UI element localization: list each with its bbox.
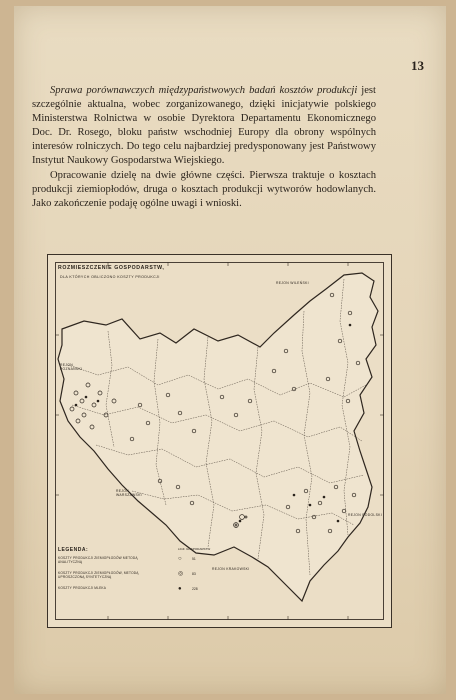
paragraph-2: Opracowanie dzielę na dwie główne części. Pierwsza traktuje o kosztach produkcji ziemiopłodów, druga o kosztach produkcji wytworów hodowlanych. Jako zakończenie podaję ogólne uwagi i wnioski.	[32, 170, 376, 209]
legend-scale-label: LICZ. GOSPODARSTW	[178, 547, 211, 551]
map-subtitle: DLA KTÓRYCH OBLICZONO KOSZTY PRODUKCJI	[60, 275, 160, 279]
region-label-krakowski: REJON KRAKOWSKI	[212, 567, 250, 571]
map-legend	[58, 547, 238, 601]
legend-count: 83	[192, 572, 196, 576]
legend-label: KOSZTY PRODUKCJI ZIEMIOPŁODÓW METODĄ ANALITYCZNĄ	[58, 556, 138, 564]
legend-filled-dot-icon: ●	[178, 586, 182, 592]
legend-double-circle-icon: ◎	[178, 571, 184, 577]
region-label-poznanski: REJON POZNAŃSKI	[60, 363, 83, 371]
region-label-warszawski: REJON WARSZAWSKI	[116, 489, 142, 497]
legend-title: LEGENDA:	[58, 547, 89, 553]
map-figure	[47, 254, 392, 628]
legend-label: KOSZTY PRODUKCJI ZIEMIOPŁODÓW, METODĄ UPROSZCZONĄ SYNTETYCZNĄ	[58, 571, 139, 579]
legend-row	[58, 586, 238, 601]
body-text	[32, 84, 376, 211]
book-page	[14, 6, 446, 694]
region-label-podolski: REJON PODOLSKI	[348, 513, 382, 517]
legend-count: 51	[192, 557, 196, 561]
page-number: 13	[411, 58, 424, 73]
map-title: ROZMIESZCZENIE GOSPODARSTW,	[58, 265, 165, 271]
legend-count: 228	[192, 587, 198, 591]
paragraph-1	[32, 84, 376, 168]
paragraph-1-rest: jest szczególnie aktualna, wobec zorganizowanego, dzięki inicjatywie polskiego Ministerstwa Rolnictwa w osobie Dyrektora Departamentu Ekonomicznego Doc. Dr. Rosego, bloku państw wschodniej Europy dla obrony wspólnych interesów rolniczych. Do tego celu najbardziej predysponowany jest Państwowy Instytut Naukowy Gospodarstwa Wiejskiego.	[32, 85, 376, 166]
legend-circle-icon: ○	[178, 556, 182, 562]
region-label-wilenski: REJON WILEŃSKI	[276, 281, 309, 285]
legend-row	[58, 571, 238, 586]
legend-label: KOSZTY PRODUKCJI MLEKA	[58, 586, 107, 590]
paragraph-1-italic: Sprawa porównawczych międzypaństwowych badań kosztów produkcji	[50, 85, 358, 96]
